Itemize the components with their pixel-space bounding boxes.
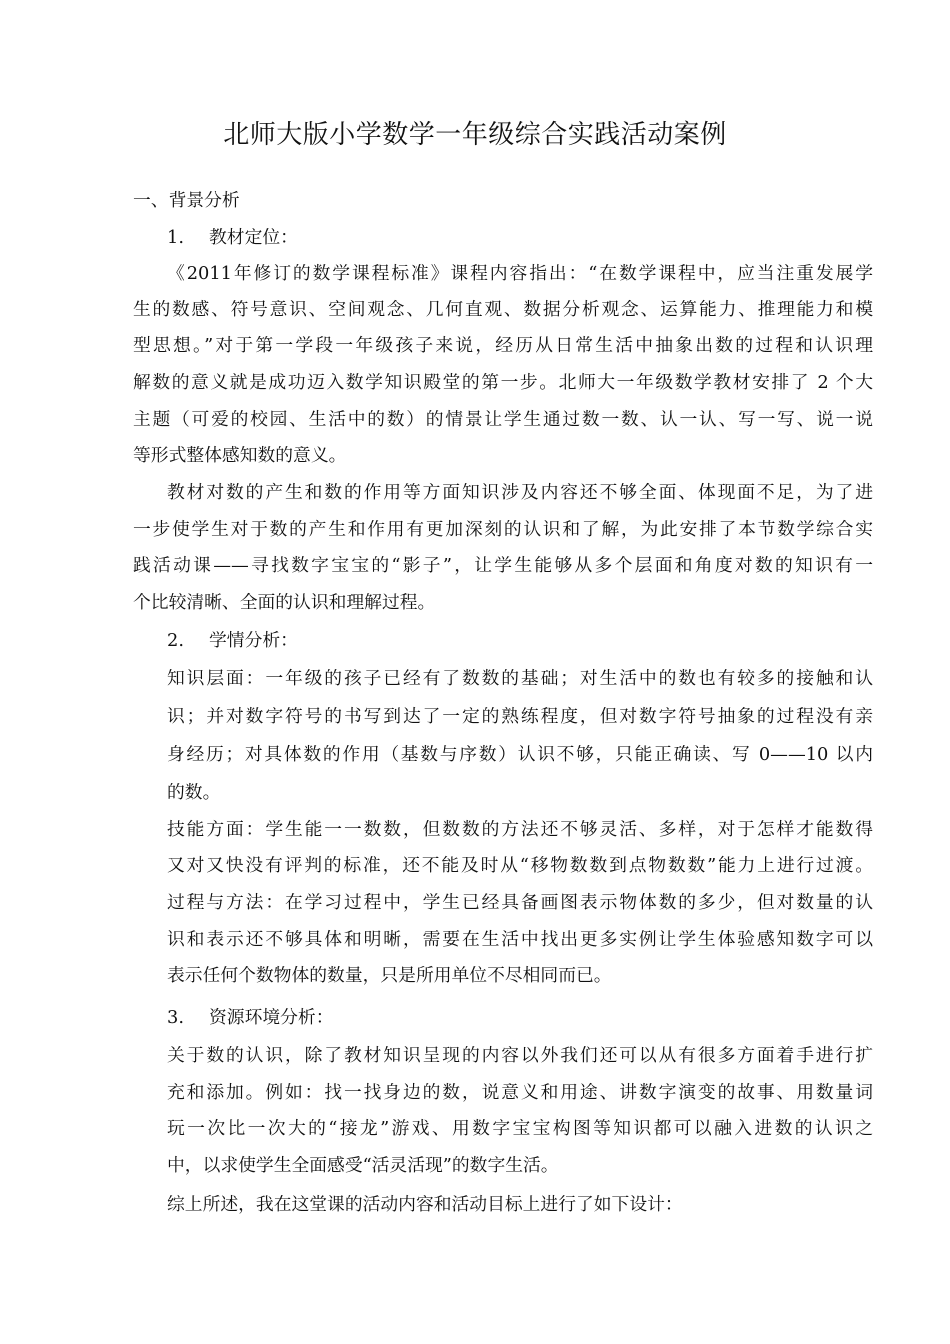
summary-line: 综上所述，我在这堂课的活动内容和活动目标上进行了如下设计： — [167, 1194, 683, 1215]
resource-line: 充和添加。例如：找一找身边的数，说意义和用途、讲数字演变的故事、用数量词 — [167, 1082, 873, 1103]
para1-line: 主题（可爱的校园、生活中的数）的情景让学生通过数一数、认一认、写一写、说一说 — [133, 409, 873, 430]
process-line: 识和表示还不够具体和明晰，需要在生活中找出更多实例让学生体验感知数字可以 — [167, 929, 873, 950]
para1-line: 型思想。”对于第一学段一年级孩子来说，经历从日常生活中抽象出数的过程和认识理 — [133, 335, 873, 356]
para1-line: 生的数感、符号意识、空间观念、几何直观、数据分析观念、运算能力、推理能力和模 — [133, 299, 873, 320]
resource-line: 中，以求使学生全面感受“活灵活现”的数字生活。 — [167, 1155, 559, 1176]
subheading-2-label: 学情分析： — [209, 630, 298, 651]
para1-line: 《2011年修订的数学课程标准》课程内容指出：“在数学课程中，应当注重发展学 — [167, 263, 873, 284]
subheading-1-number: 1. — [167, 227, 184, 248]
section-heading: 一、背景分析 — [133, 190, 240, 211]
para2-line: 践活动课——寻找数字宝宝的“影子”，让学生能够从多个层面和角度对数的知识有一 — [133, 555, 873, 576]
resource-line: 玩一次比一次大的“接龙”游戏、用数字宝宝构图等知识都可以融入进数的认识之 — [167, 1118, 873, 1139]
skill-line: 又对又快没有评判的标准，还不能及时从“移物数数到点物数数”能力上进行过渡。 — [167, 855, 873, 876]
para2-line: 一步使学生对于数的产生和作用有更加深刻的认识和了解，为此安排了本节数学综合实 — [133, 519, 873, 540]
process-line: 过程与方法：在学习过程中，学生已经具备画图表示物体数的多少，但对数量的认 — [167, 892, 873, 913]
knowledge-line: 知识层面：一年级的孩子已经有了数数的基础；对生活中的数也有较多的接触和认 — [167, 668, 873, 689]
subheading-2 — [167, 629, 873, 653]
process-line: 表示任何个数物体的数量，只是所用单位不尽相同而已。 — [167, 965, 612, 986]
subheading-2-number: 2. — [167, 630, 184, 651]
knowledge-line: 身经历；对具体数的作用（基数与序数）认识不够，只能正确读、写 0——10 以内 — [167, 744, 873, 765]
document-title: 北师大版小学数学一年级综合实践活动案例 — [223, 120, 727, 150]
para1-line: 解数的意义就是成功迈入数学知识殿堂的第一步。北师大一年级数学教材安排了 2 个大 — [133, 372, 873, 393]
subheading-3-label: 资源环境分析： — [209, 1007, 334, 1028]
subheading-3 — [167, 1006, 873, 1030]
para1-line: 等形式整体感知数的意义。 — [133, 445, 347, 466]
subheading-1 — [167, 226, 873, 250]
resource-line: 关于数的认识，除了教材知识呈现的内容以外我们还可以从有很多方面着手进行扩 — [167, 1045, 873, 1066]
subheading-3-number: 3. — [167, 1007, 184, 1028]
para2-line: 教材对数的产生和数的作用等方面知识涉及内容还不够全面、体现面不足，为了进 — [167, 482, 873, 503]
para2-line: 个比较清晰、全面的认识和理解过程。 — [133, 592, 436, 613]
skill-line: 技能方面：学生能一一数数，但数数的方法还不够灵活、多样，对于怎样才能数得 — [167, 819, 873, 840]
knowledge-line: 识；并对数字符号的书写到达了一定的熟练程度，但对数字符号抽象的过程没有亲 — [167, 706, 873, 727]
subheading-1-label: 教材定位： — [209, 227, 298, 248]
knowledge-line: 的数。 — [167, 782, 221, 803]
